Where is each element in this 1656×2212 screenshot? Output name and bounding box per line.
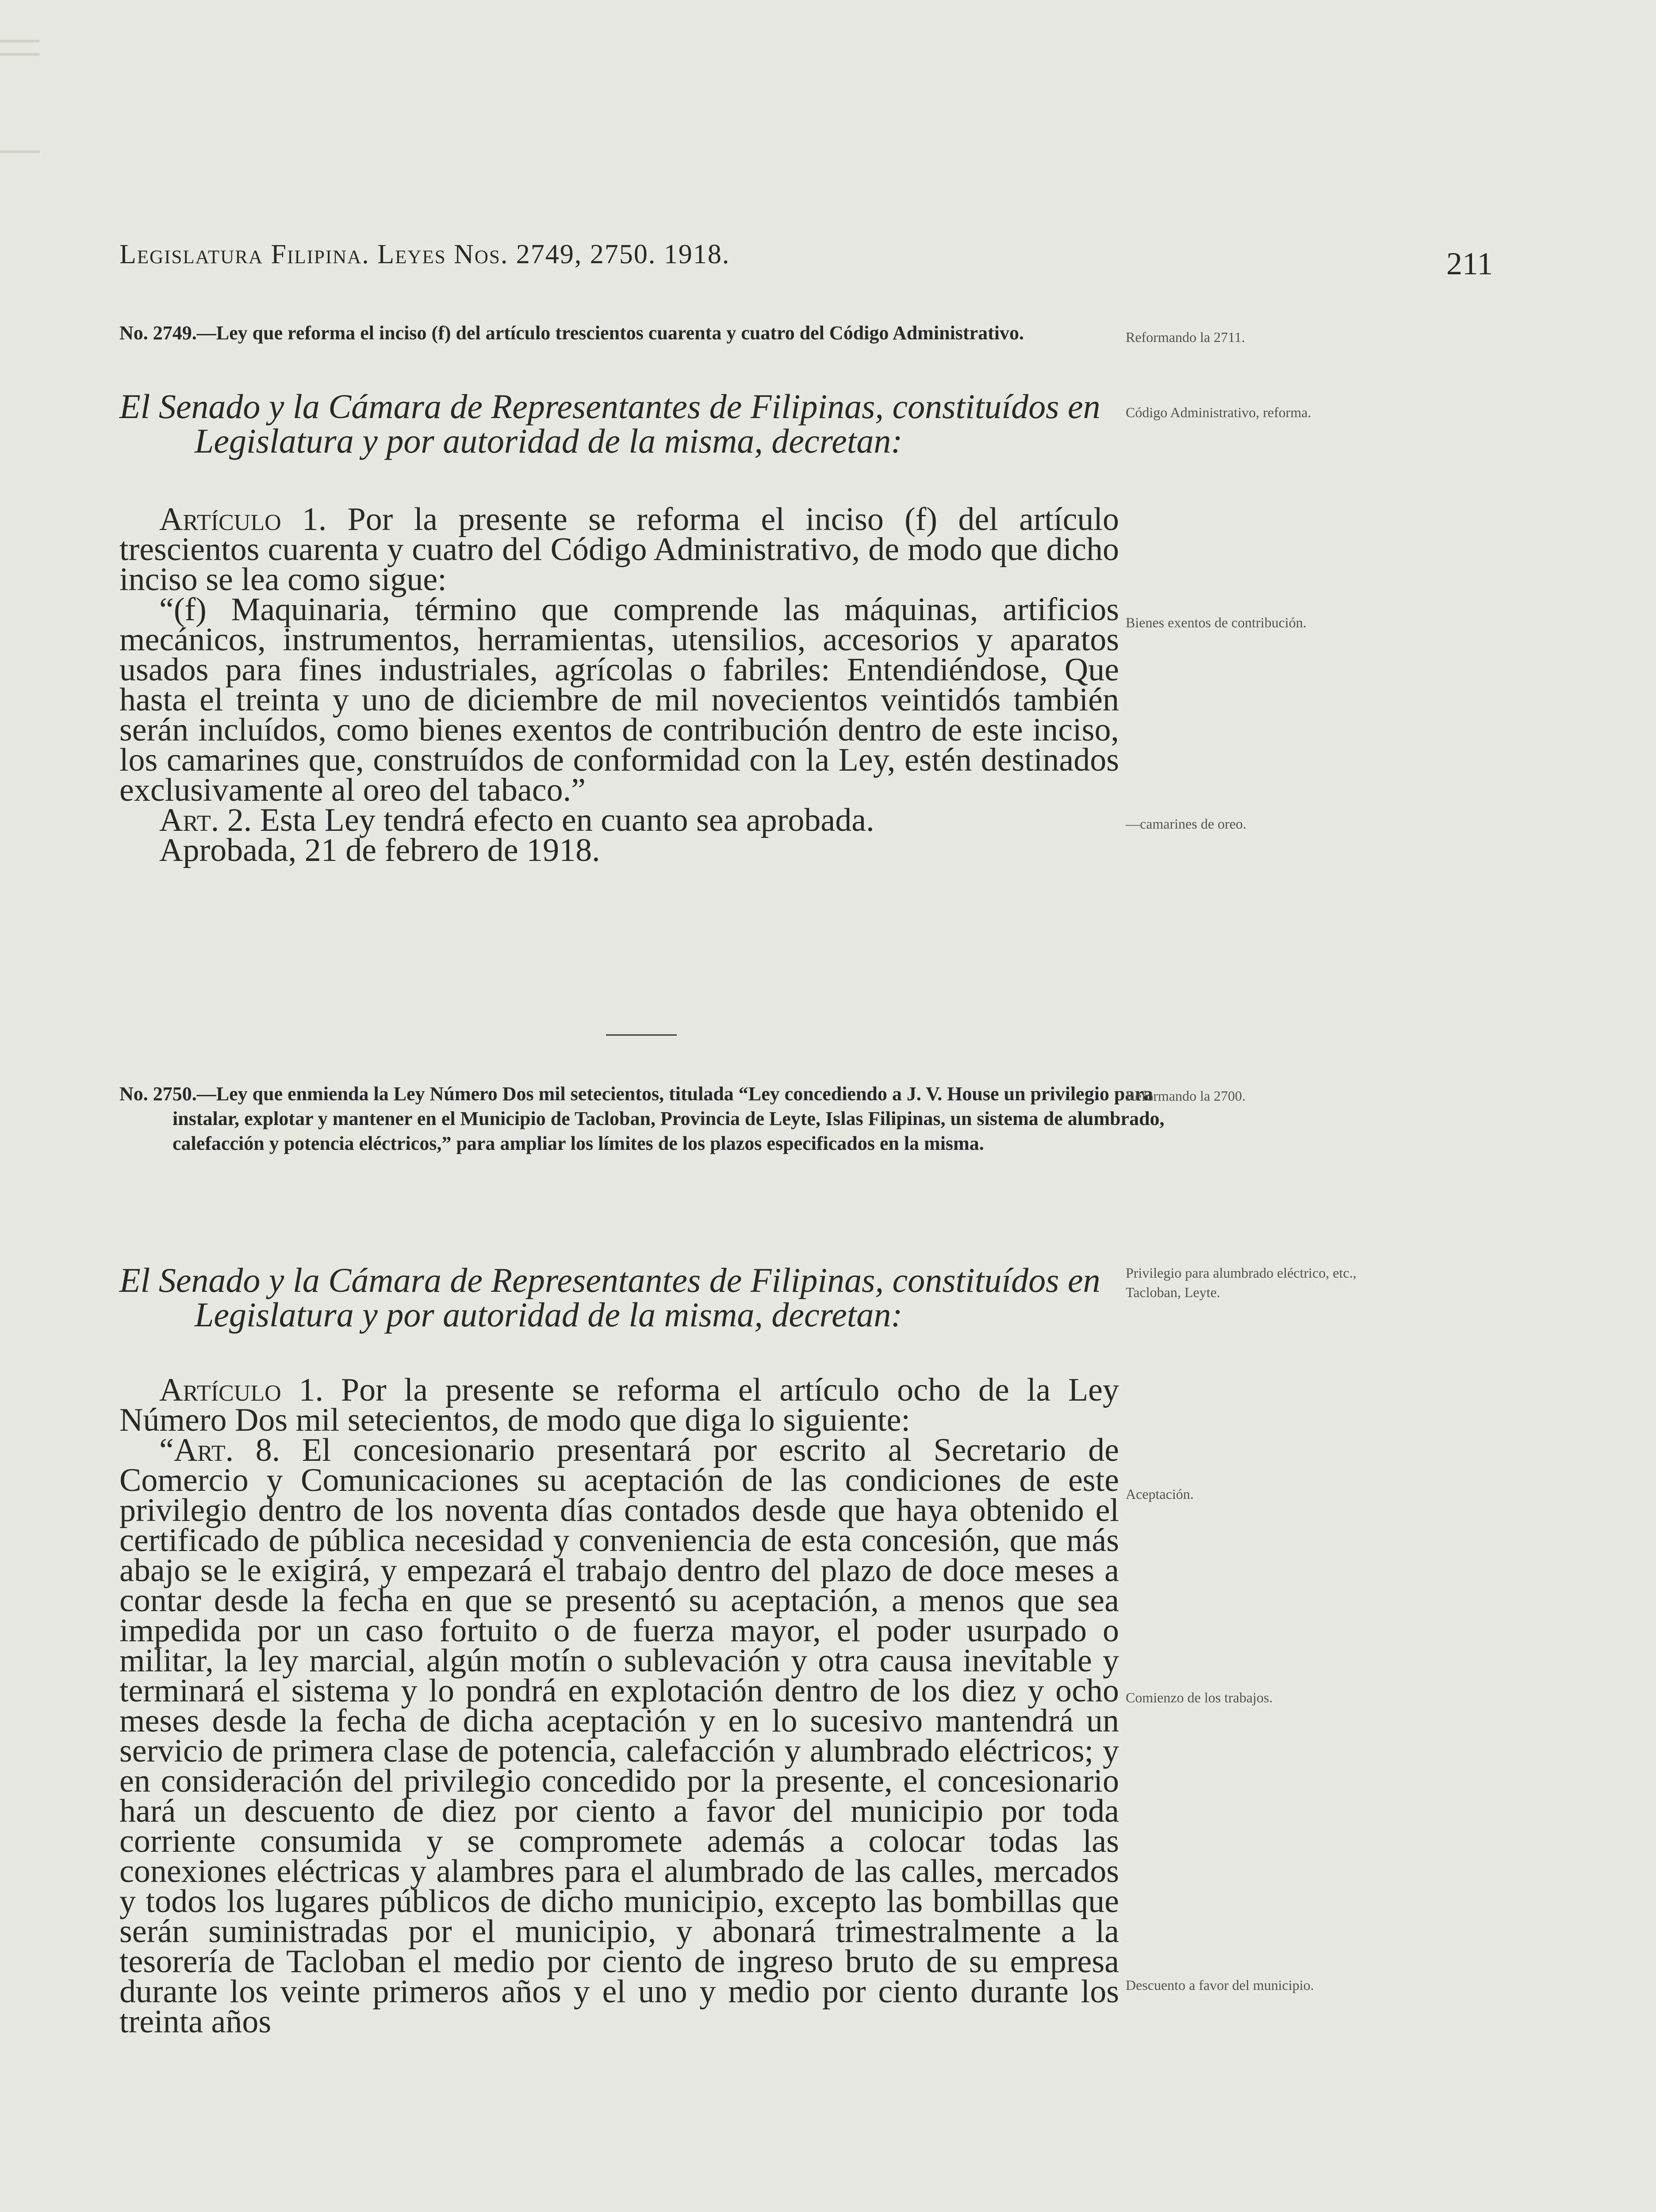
scan-edge-mark [0, 150, 40, 153]
article-text: Por la presente se reforma el artículo ocho de la Ley Número Dos mil setecientos, de modo que diga lo siguiente: [119, 1372, 1119, 1438]
page-number: 211 [1446, 246, 1493, 281]
article-text: Por la presente se reforma el inciso (f) del artículo trescientos cuarenta y cuatro del Código Administrativo, de modo que dicho inciso se lea como sigue: [119, 501, 1119, 598]
law-2749-body [119, 501, 1119, 868]
law-2749-quoted-clause: “(f) Maquinaria, término que comprende las máquinas, artificios mecánicos, instrumentos, herramientas, utensilios, accesorios y aparatos usados para fines industriales, agrícolas o fabriles: Entendiéndose, Que hasta el treinta y uno de diciembre de mil novecientos veintidós también serán incluídos, como bienes exentos de contribución dentro de este inciso, los camarines que, construídos de conformidad con la Ley, estén destinados exclusivamente al oreo del tabaco.” [119, 591, 1119, 808]
law-2749-heading: No. 2749.—Ley que reforma el inciso (f) del artículo trescientos cuarenta y cuatro del Código Administrativo. [119, 322, 1024, 344]
article-label: Artículo 1. [159, 501, 327, 538]
margin-note-codigo-administrativo: Código Administrativo, reforma. [1126, 404, 1311, 420]
law-2750-enacting-clause: El Senado y la Cámara de Representantes de Filipinas, constituídos en Legislatura y por autoridad de la misma, decretan: [119, 1261, 1100, 1334]
section-divider [606, 1034, 677, 1036]
margin-note-reformando-2711: Reformando la 2711. [1126, 329, 1245, 345]
law-2750-heading: No. 2750.—Ley que enmienda la Ley Número Dos mil setecientos, titulada “Ley concediendo a J. V. House un privilegio para instalar, explotar y mantener en el Municipio de Tacloban, Provincia de Leyte, Islas Filipinas, un sistema de alumbrado, calefacción y potencia eléctricos,” para ampliar los límites de los plazos especificados en la misma. [119, 1083, 1165, 1154]
margin-note-descuento-municipio: Descuento a favor del municipio. [1126, 1977, 1314, 1993]
law-2750-body [119, 1372, 1119, 2040]
scan-edge-mark [0, 40, 40, 42]
margin-note-privilegio-alumbrado: Privilegio para alumbrado eléctrico, etc., Tacloban, Leyte. [1126, 1265, 1357, 1300]
law-2750-article-1 [119, 1372, 1119, 1438]
margin-note-aceptacion: Aceptación. [1126, 1486, 1194, 1502]
margin-note-camarines: —camarines de oreo. [1126, 816, 1246, 832]
law-2749-approval-date: Aprobada, 21 de febrero de 1918. [159, 832, 600, 868]
law-2750-article-8 [119, 1432, 1119, 2040]
article-label: “Art. 8. [159, 1432, 280, 1468]
margin-note-bienes-exentos: Bienes exentos de contribución. [1126, 614, 1307, 630]
article-label: Artículo 1. [159, 1372, 324, 1408]
running-head: Legislatura Filipina. Leyes Nos. 2749, 2750. 1918. [119, 239, 730, 269]
article-text: Esta Ley tendrá efecto en cuanto sea aprobada. [260, 802, 874, 838]
scan-edge-mark [0, 53, 40, 56]
article-text: El concesionario presentará por escrito al Secretario de Comercio y Comunicaciones su aceptación de las condiciones de este privilegio dentro de los noventa días contados desde que haya obtenido el certificado de pública necesidad y conveniencia de esta concesión, que más abajo se le exigirá, y empezará el trabajo dentro del plazo de doce meses a contar desde la fecha en que se presentó su aceptación, a menos que sea impedida por un caso fortuito o de fuerza mayor, el poder usurpado o militar, la ley marcial, algún motín o sublevación y otra causa inevitable y terminará el sistema y lo pondrá en explotación dentro de los diez y ocho meses desde la fecha de dicha aceptación y en lo sucesivo mantendrá un servicio de primera clase de potencia, calefacción y alumbrado eléctricos; y en consideración del privilegio concedido por la presente, el concesionario hará un descuento de diez por ciento a favor del municipio por toda corriente consumida y se compromete además a colocar todas las conexiones eléctricas y alambres para el alumbrado de las calles, mercados y todos los lugares públicos de dicho municipio, excepto las bombillas que serán suministradas por el municipio, y abonará trimestralmente a la tesorería de Tacloban el medio por ciento de ingreso bruto de su empresa durante los veinte primeros años y el uno y medio por ciento durante los treinta años [119, 1432, 1119, 2040]
article-label: Art. 2. [159, 802, 252, 838]
law-2749-article-1 [119, 501, 1119, 598]
law-2749-article-2 [119, 802, 1119, 838]
law-2749-enacting-clause: El Senado y la Cámara de Representantes de Filipinas, constituídos en Legislatura y por autoridad de la misma, decretan: [119, 387, 1100, 460]
margin-note-comienzo-trabajos: Comienzo de los trabajos. [1126, 1690, 1273, 1705]
margin-note-reformando-2700: Reformando la 2700. [1126, 1088, 1246, 1104]
